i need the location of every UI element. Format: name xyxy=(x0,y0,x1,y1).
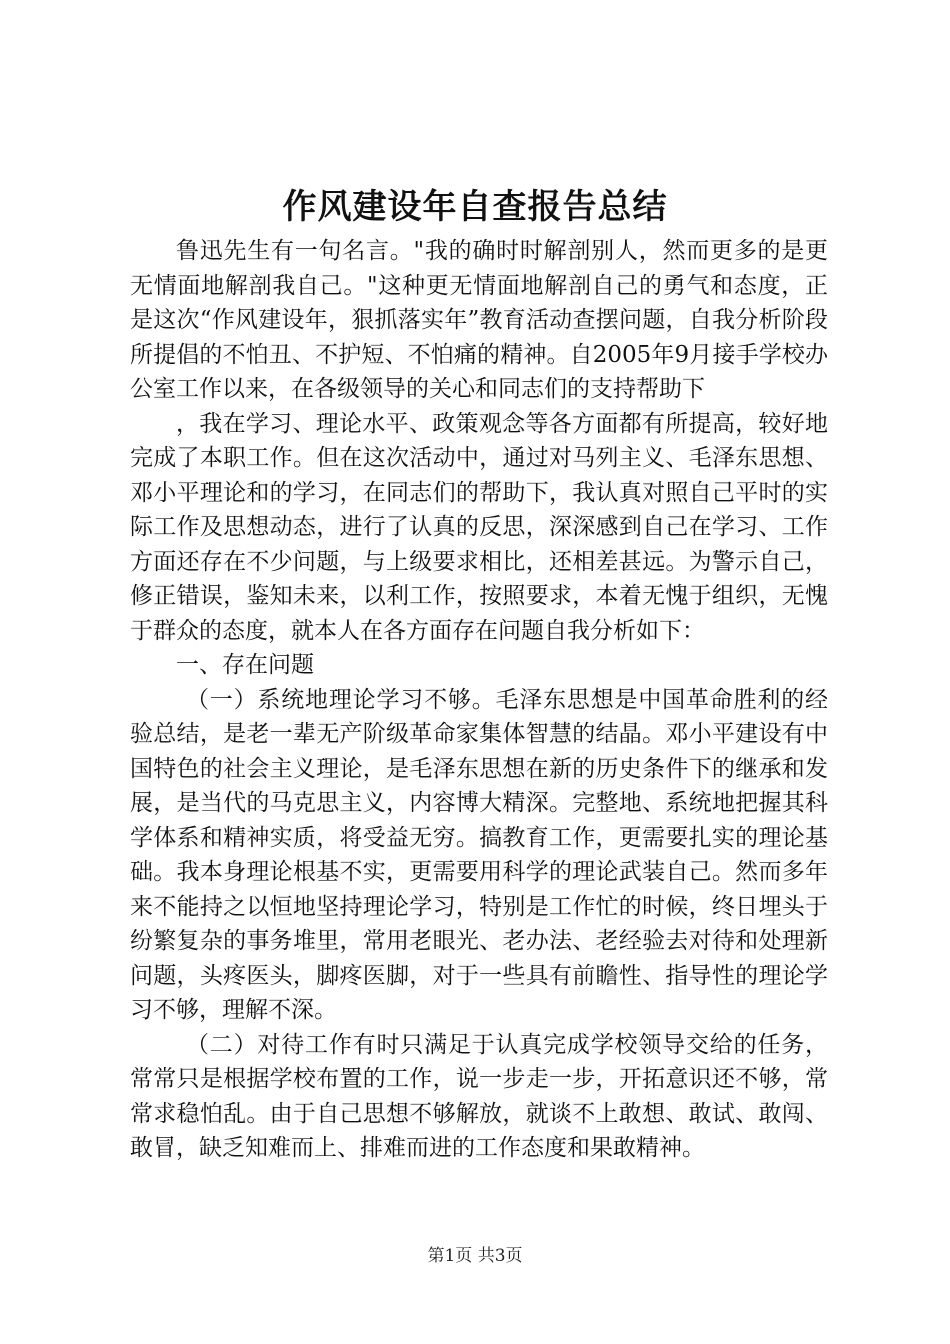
paragraph-intro: 鲁迅先生有一句名言。"我的确时时解剖别人，然而更多的是更无情面地解剖我自己。"这种更无情面地解剖自己的勇气和态度，正是这次“作风建设年，狠抓落实年”教育活动查摆问题，自我分析阶段所提倡的不怕丑、不护短、不怕痛的精神。自2005年9月接手学校办公室工作以来，在各级领导的关心和同志们的支持帮助下 xyxy=(130,238,828,402)
paragraph-problem-2: （二）对待工作有时只满足于认真完成学校领导交给的任务，常常只是根据学校布置的工作，说一步走一步，开拓意识还不够，常常求稳怕乱。由于自己思想不够解放，就谈不上敢想、敢试、敢闯、敢冒，缺乏知难而上、排难而进的工作态度和果敢精神。 xyxy=(130,1031,828,1161)
document-body xyxy=(130,234,828,1166)
paragraph-self-analysis: ，我在学习、理论水平、政策观念等各方面都有所提高，较好地完成了本职工作。但在这次活动中，通过对马列主义、毛泽东思想、邓小平理论和的学习，在同志们的帮助下，我认真对照自己平时的实际工作及思想动态，进行了认真的反思，深深感到自己在学习、工作方面还存在不少问题，与上级要求相比，还相差甚远。为警示自己，修正错误，鉴知未来，以利工作，按照要求，本着无愧于组织，无愧于群众的态度，就本人在各方面存在问题自我分析如下： xyxy=(130,410,828,644)
document-title: 作风建设年自查报告总结 xyxy=(282,187,668,227)
paragraph-problem-1: （一）系统地理论学习不够。毛泽东思想是中国革命胜利的经验总结，是老一辈无产阶级革命家集体智慧的结晶。邓小平建设有中国特色的社会主义理论，是毛泽东思想在新的历史条件下的继承和发展，是当代的马克思主义，内容博大精深。完整地、系统地把握其科学体系和精神实质，将受益无穷。搞教育工作，更需要扎实的理论基础。我本身理论根基不实，更需要用科学的理论武装自己。然而多年来不能持之以恒地坚持理论学习，特别是工作忙的时候，终日埋头于纷繁复杂的事务堆里，常用老眼光、老办法、老经验去对待和处理新问题，头疼医头，脚疼医脚，对于一些具有前瞻性、指导性的理论学习不够，理解不深。 xyxy=(130,686,828,1023)
page-number-footer: 第1页 共3页 xyxy=(427,1246,523,1266)
section-heading-problems: 一、存在问题 xyxy=(176,652,314,678)
